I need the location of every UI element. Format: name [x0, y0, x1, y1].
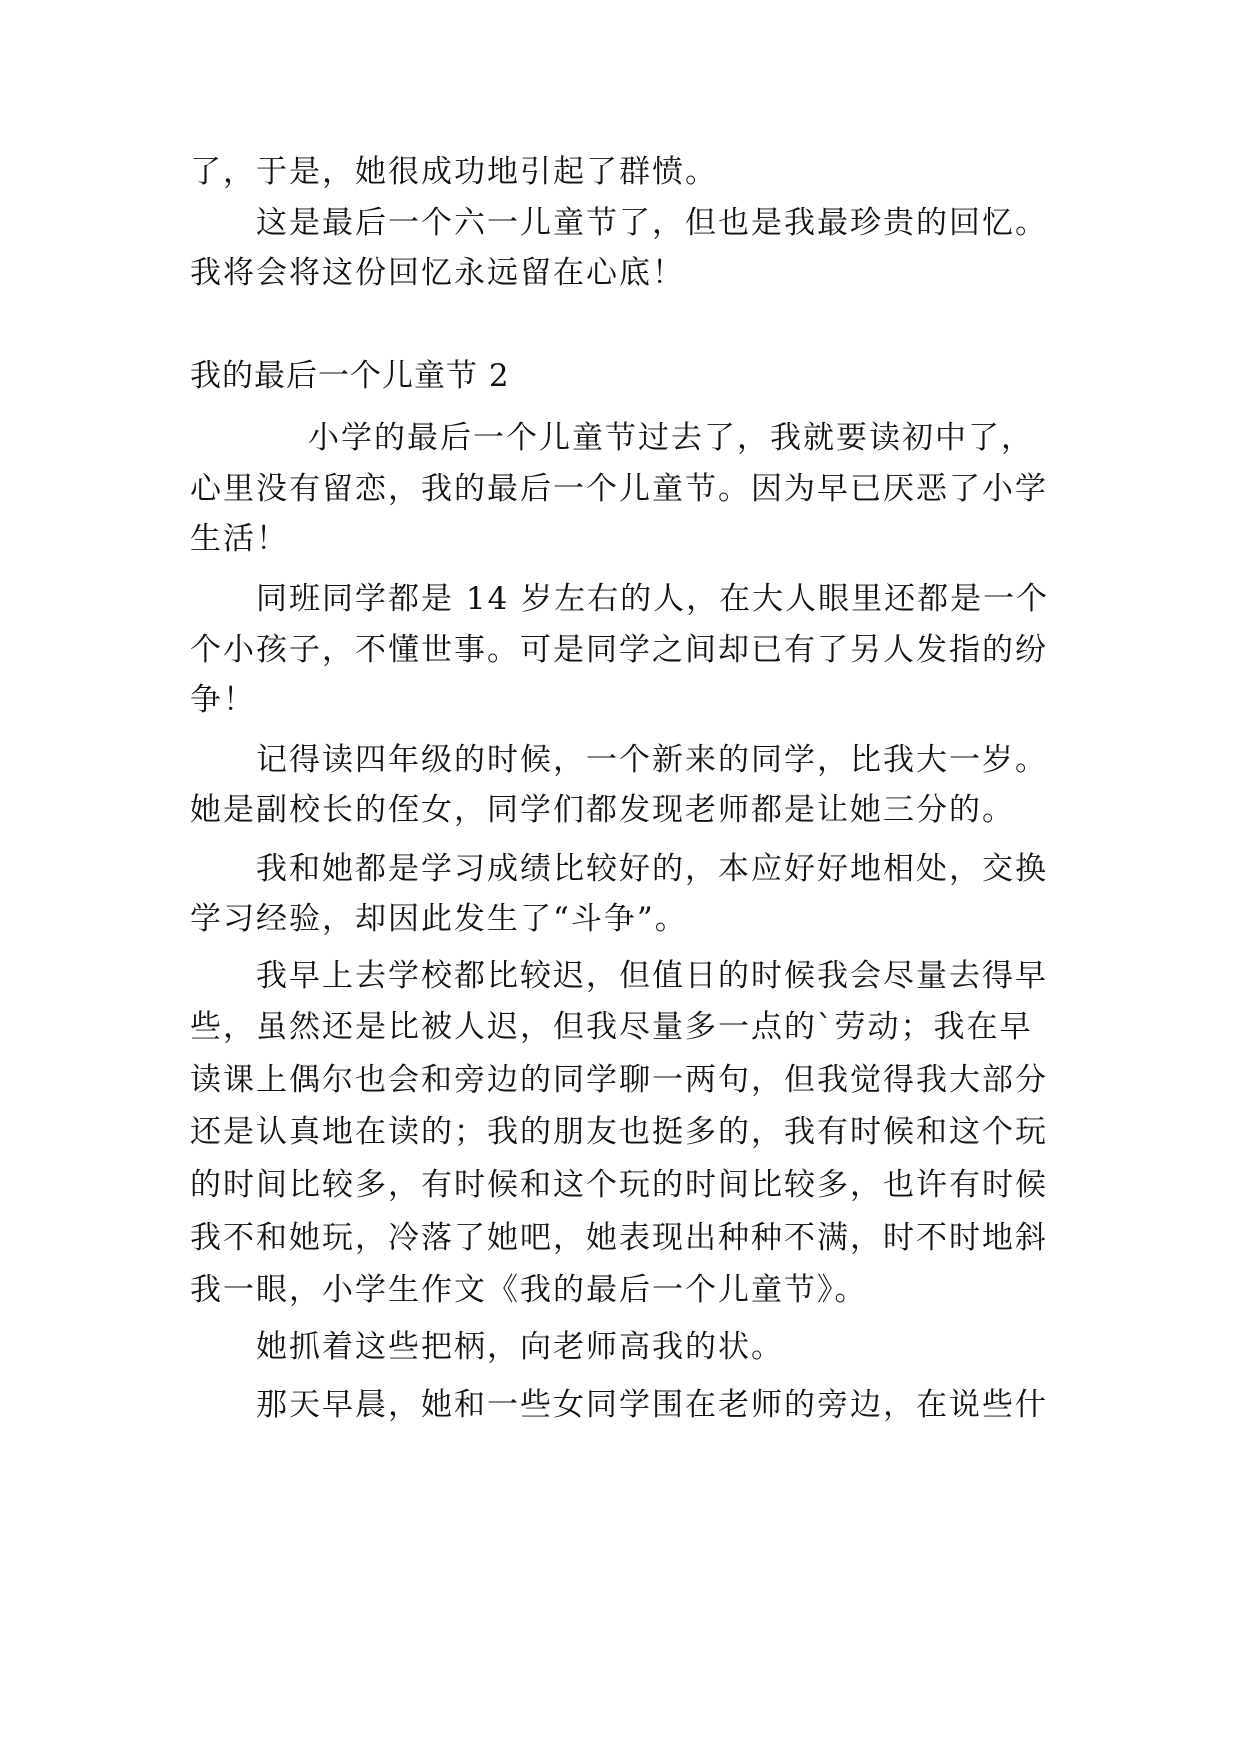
text-line: 还是认真地在读的；我的朋友也挺多的，我有时候和这个玩: [190, 1114, 1048, 1150]
text-line: 我早上去学校都比较迟，但值日的时候我会尽量去得早: [256, 958, 1048, 994]
text-line: 读课上偶尔也会和旁边的同学聊一两句，但我觉得我大部分: [190, 1062, 1048, 1098]
section-heading: 我的最后一个儿童节 2: [190, 358, 510, 394]
text-line: 记得读四年级的时候，一个新来的同学，比我大一岁。: [256, 742, 1048, 778]
text-line: 我和她都是学习成绩比较好的，本应好好地相处，交换: [256, 851, 1048, 887]
text-line: 我一眼，小学生作文《我的最后一个儿童节》。: [190, 1272, 868, 1308]
text-line: 了，于是，她很成功地引起了群愤。: [190, 154, 718, 190]
text-line: 个小孩子，不懂世事。可是同学之间却已有了另人发指的纷: [190, 632, 1048, 668]
text-line: 些，虽然还是比被人迟，但我尽量多一点的`劳动；我在早: [190, 1009, 1033, 1045]
text-line: 她抓着这些把柄，向老师高我的状。: [256, 1329, 784, 1365]
text-line: 她是副校长的侄女，同学们都发现老师都是让她三分的。: [190, 792, 1015, 828]
text-line: 争！: [190, 682, 256, 718]
text-line: 心里没有留恋，我的最后一个儿童节。因为早已厌恶了小学: [190, 471, 1048, 507]
text-line: 我将会将这份回忆永远留在心底！: [190, 255, 685, 291]
text-line: 生活！: [190, 521, 289, 557]
text-line: 我不和她玩，冷落了她吧，她表现出种种不满，时不时地斜: [190, 1220, 1048, 1256]
text-line: 这是最后一个六一儿童节了，但也是我最珍贵的回忆。: [256, 205, 1048, 241]
text-line: 学习经验，却因此发生了“斗争”。: [190, 901, 688, 937]
text-line: 的时间比较多，有时候和这个玩的时间比较多，也许有时候: [190, 1167, 1048, 1203]
text-line: 同班同学都是 14 岁左右的人，在大人眼里还都是一个: [256, 581, 1050, 617]
text-line: 那天早晨，她和一些女同学围在老师的旁边，在说些什: [256, 1387, 1048, 1423]
text-line: 小学的最后一个儿童节过去了，我就要读初中了，: [308, 420, 1034, 456]
